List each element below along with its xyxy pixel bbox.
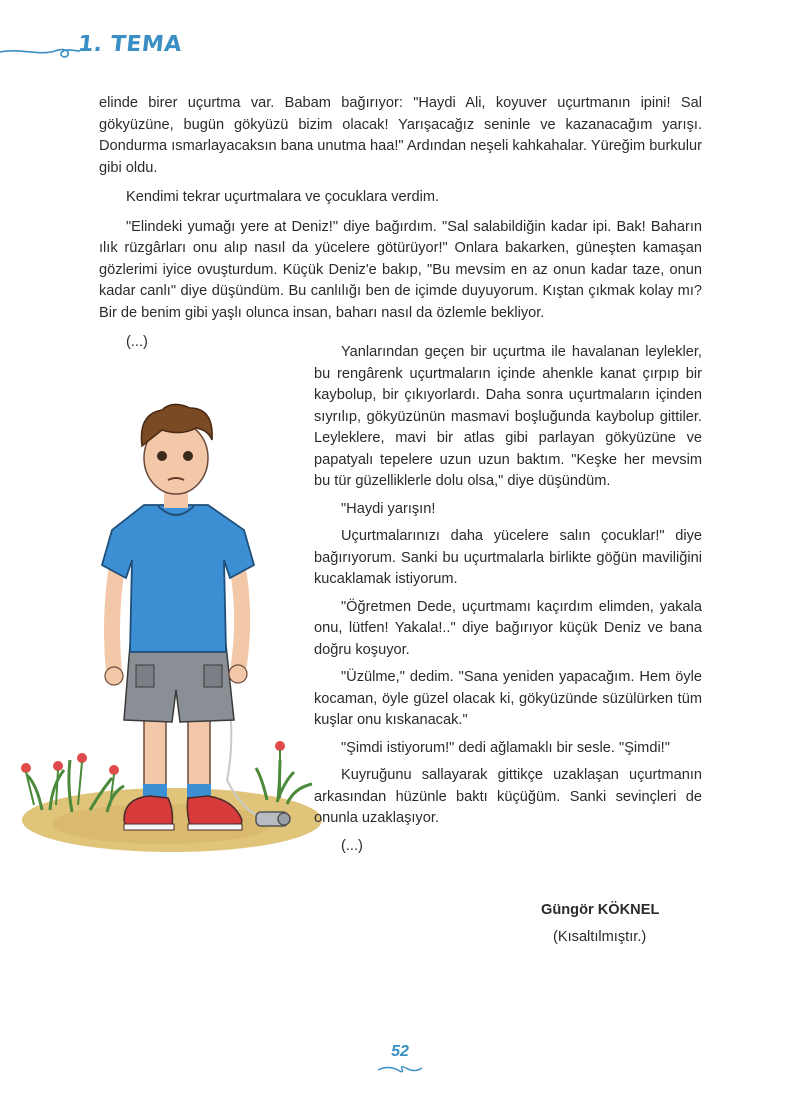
page-number: 52 xyxy=(391,1043,409,1060)
ellipsis-paragraph: (...) xyxy=(341,837,363,854)
top-text-block xyxy=(99,93,702,362)
paragraph: "Üzülme," dedim. "Sana yeniden yapacağım. Hem öyle kocaman, öyle güzel olacak ki, gökyüzünde süzülürken tüm kuşlar onu kıskanacak." xyxy=(314,669,702,728)
chapter-title: 1. TEMA xyxy=(76,32,184,57)
paragraph: Kendimi tekrar uçurtmalara ve çocuklara verdim. xyxy=(126,189,440,205)
paragraph: Yanlarından geçen bir uçurtma ile havalanan leylekler, bu rengârenk uçurtmaların içinde ahenkle kanat çırpıp bir kaybolup, bir çıkıyorlardı. Daha sonra uçurtmaların içinden sıyrılıp, gökyüzünün masmavi boşluğunda kaybolup gittiler. Leyleklere, mavi bir atlas gibi parlayan gökyüzüne ve papatyalı tepelere uzun uzun baktım. "Keşke her mevsim bu tür güzelliklerle dolu olsa," diye düşündüm. xyxy=(314,344,702,489)
paragraph: elinde birer uçurtma var. Babam bağırıyor: "Haydi Ali, koyuver uçurtmanın ipini! Sal gökyüzüne, bugün gökyüzü bizim olacak! Yarışacağız seninle ve kazanacağım yarışı. Dondurma ısmarlayacaksın bana unutma haa!" Ardından neşeli kahkahalar. Yüreğim burkulur gibi oldu. xyxy=(99,95,702,176)
right-text-block xyxy=(314,342,702,863)
blue-tshirt xyxy=(102,505,254,652)
abridged-note: (Kısaltılmıştır.) xyxy=(553,929,647,945)
paragraph: Uçurtmalarınızı daha yücelere salın çocuklar!" diye bağırıyorum. Sanki bu uçurtmalarla birlikte göğün maviliğini kucaklamak istiyorum. xyxy=(314,528,702,587)
paragraph: Kuyruğunu sallayarak gittikçe uzaklaşan uçurtmanın arkasından hüzünle baktı küçüğüm. Sanki sevinçleri de onunla uzaklaşıyor. xyxy=(314,767,702,826)
ellipsis-paragraph: (...) xyxy=(126,334,148,350)
paragraph: "Öğretmen Dede, uçurtmamı kaçırdım elimden, yakala onu, lütfen! Yakala!.." diye bağırıyor küçük Deniz ve bana doğru koşuyor. xyxy=(314,598,702,658)
paragraph: "Şimdi istiyorum!" dedi ağlamaklı bir sesle. "Şimdi!" xyxy=(341,739,670,756)
chapter-header xyxy=(0,28,220,68)
paragraph: "Elindeki yumağı yere at Deniz!" diye bağırdım. "Sal salabildiğin kadar ipi. Bak! Baharın ılık rüzgârları onu alıp nasıl da yücelere götürüyor!" Onlara bakarken, güneşten kamaşan gözlerimi iyice ovuşturdum. Küçük Deniz'e bakıp, "Bu mevsim en az onun kadar taze, onun kadar canlı" diye düşündüm. Bu canlılığı ben de içimde duyuyorum. Kıştan çıkmak kolay mı? Bir de benim gibi yaşlı olunca insan, baharı nasıl da özlemle bekliyor. xyxy=(99,218,702,321)
page-number-swirl xyxy=(376,1063,424,1077)
string-spool xyxy=(256,812,290,826)
author-name: Güngör KÖKNEL xyxy=(541,902,660,918)
paragraph: "Haydi yarışın! xyxy=(341,500,436,517)
boy-illustration xyxy=(12,400,332,860)
